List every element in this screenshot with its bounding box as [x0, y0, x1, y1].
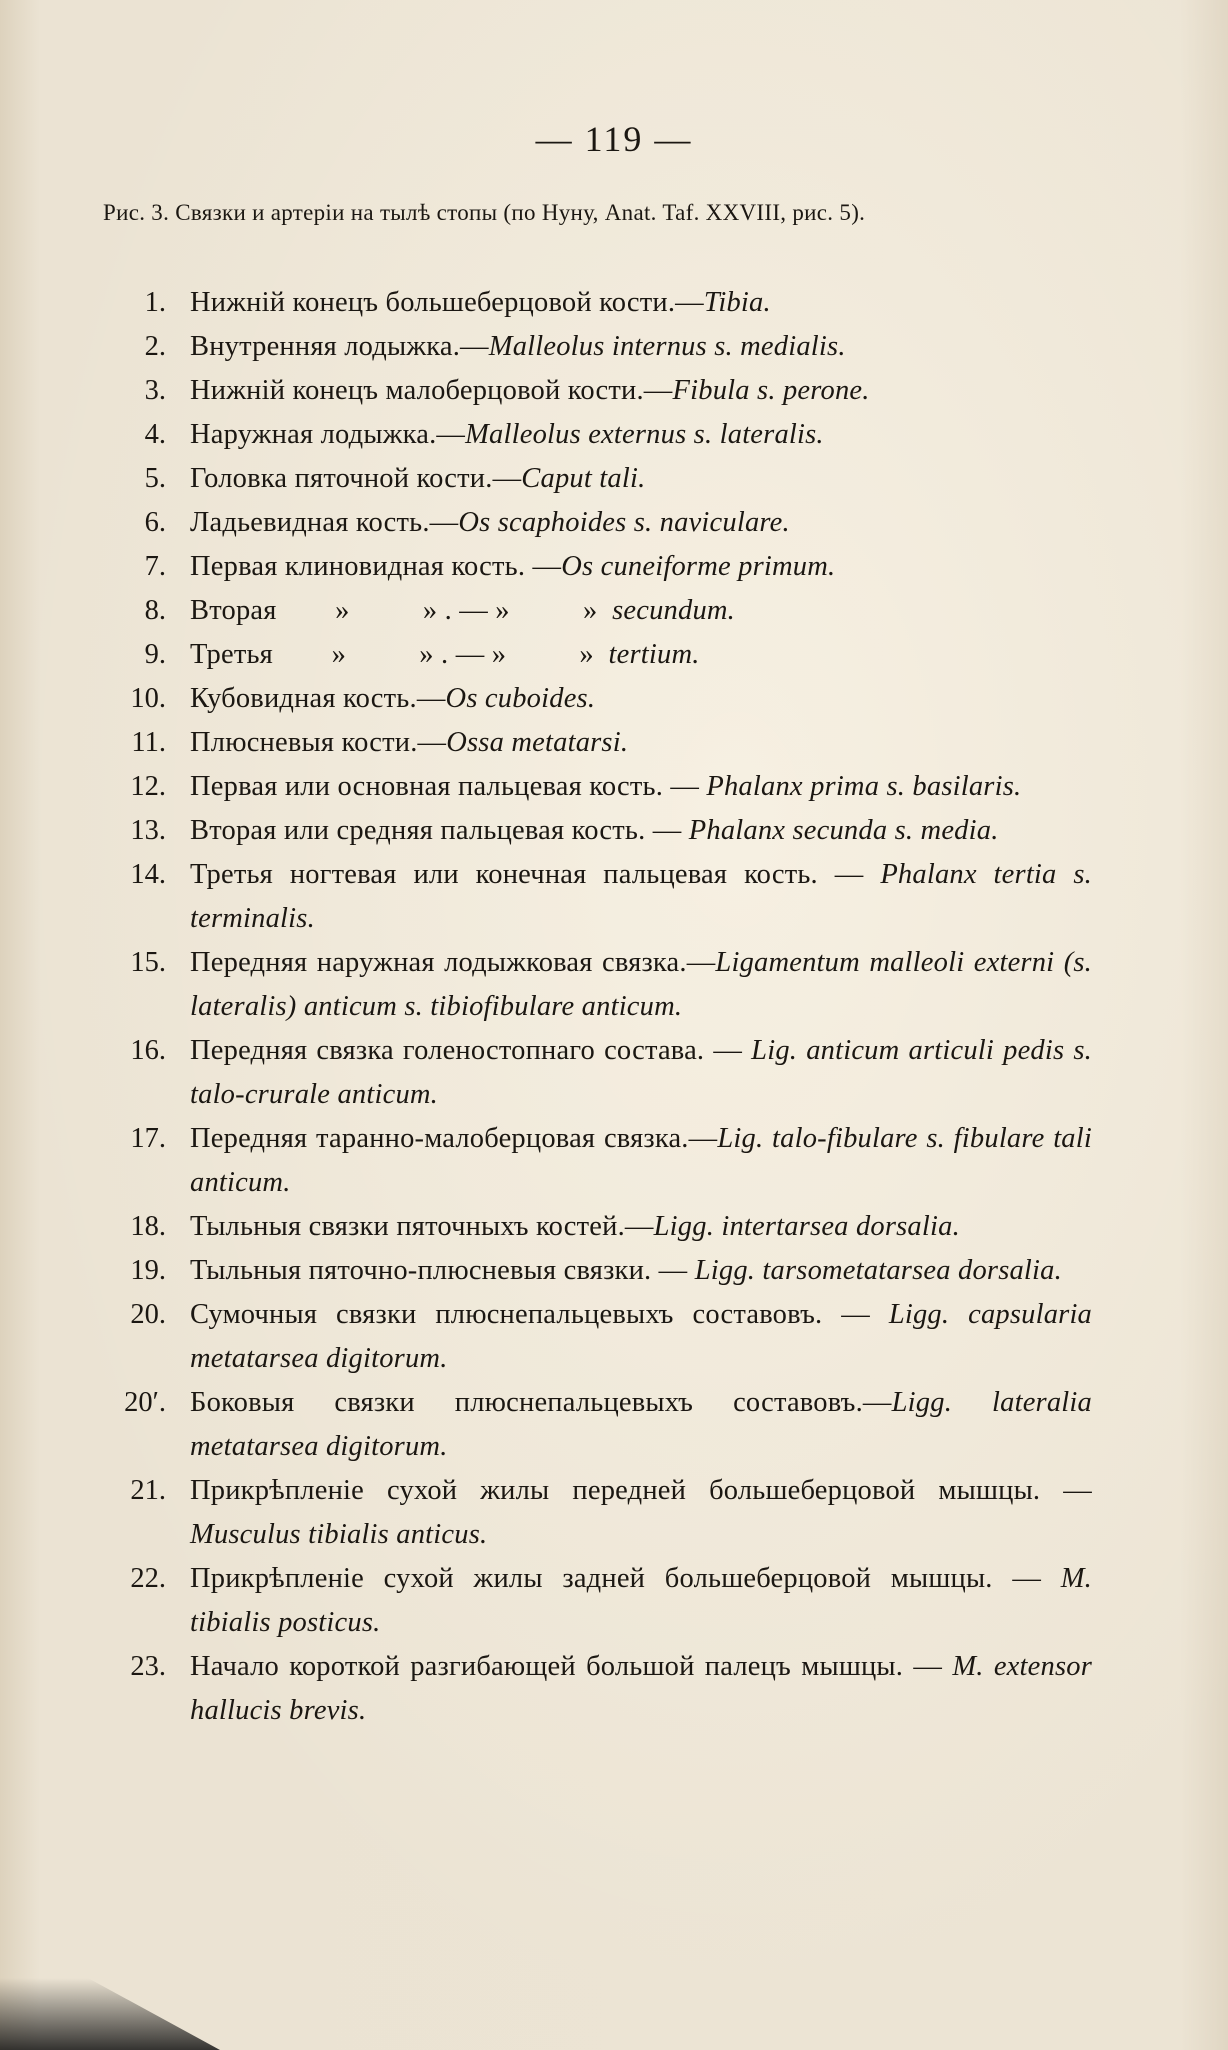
legend-entry-2: [0, 325, 1228, 369]
entry-latin: Musculus tibialis anticus.: [190, 1519, 488, 1550]
entry-latin: Tibia.: [703, 287, 771, 318]
entry-russian: Плюсневыя кости.—: [190, 727, 447, 758]
entry-number: 3.: [144, 375, 166, 406]
entry-latin: Phalanx secunda s. media.: [688, 815, 999, 846]
entry-number: 16.: [130, 1035, 166, 1066]
entry-latin: Os cuneiforme primum.: [561, 551, 836, 582]
entry-number: 14.: [130, 859, 166, 890]
entry-latin: tertium.: [608, 639, 700, 670]
entry-latin: Ligg. lateralia metatarsea digitorum.: [190, 1387, 1092, 1462]
entry-russian: Нижній конецъ малоберцовой кости.—: [190, 375, 673, 406]
legend-entry-18: [0, 1205, 1228, 1249]
entry-latin: Lig. talo-fibulare s. fibulare tali anticum.: [190, 1123, 1092, 1198]
legend-entry-20: [0, 1293, 1228, 1381]
entry-number: 9.: [144, 639, 166, 670]
entry-latin: Phalanx tertia s. terminalis.: [190, 859, 1092, 934]
legend-entry-23: [0, 1645, 1228, 1733]
entry-russian: Ладьевидная кость.—: [190, 507, 459, 538]
legend-entry-1: [0, 281, 1228, 325]
entry-latin: Os cuboides.: [445, 683, 596, 714]
legend-entry-19: [0, 1249, 1228, 1293]
legend-entry-13: [0, 809, 1228, 853]
entry-russian: Передняя таранно-малоберцовая связка.—: [190, 1123, 718, 1154]
entry-latin: secundum.: [612, 595, 736, 626]
entry-russian: Прикрѣпленіе сухой жилы передней большеберцовой мышцы. —: [190, 1475, 1092, 1506]
legend-entry-7: [0, 545, 1228, 589]
entry-russian: Вторая или средняя пальцевая кость. —: [190, 815, 689, 846]
legend-entry-11: [0, 721, 1228, 765]
entry-russian: Наружная лодыжка.—: [190, 419, 466, 450]
entry-number: 17.: [130, 1123, 166, 1154]
entry-number: 6.: [144, 507, 166, 538]
entry-number: 20′.: [124, 1387, 166, 1418]
entry-russian: Тыльныя пяточно-плюсневыя связки. —: [190, 1255, 695, 1286]
entry-russian: Третья ногтевая или конечная пальцевая кость. —: [190, 859, 881, 890]
entry-number: 21.: [130, 1475, 166, 1506]
entry-latin: Ossa metatarsi.: [446, 727, 629, 758]
entry-latin: Os scaphoides s. naviculare.: [458, 507, 790, 538]
entry-latin: Malleolus externus s. lateralis.: [465, 419, 824, 450]
entry-number: 12.: [130, 771, 166, 802]
legend-entry-8: [0, 589, 1228, 633]
entry-latin: Phalanx prima s. basilaris.: [706, 771, 1022, 802]
legend-list: [0, 281, 1228, 1733]
legend-entry-5: [0, 457, 1228, 501]
entry-russian: Передняя связка голеностопнаго состава. —: [190, 1035, 752, 1066]
legend-entry-10: [0, 677, 1228, 721]
entry-russian: Первая клиновидная кость. —: [190, 551, 562, 582]
legend-entry-3: [0, 369, 1228, 413]
entry-latin: Ligg. intertarsea dorsalia.: [653, 1211, 960, 1242]
entry-number: 5.: [144, 463, 166, 494]
figure-caption: Рис. 3. Связки и артеріи на тылѣ стопы (по Нуну, Anat. Taf. XXVIII, рис. 5).: [103, 200, 866, 225]
legend-entry-12: [0, 765, 1228, 809]
entry-russian: Тыльныя связки пяточныхъ костей.—: [190, 1211, 654, 1242]
legend-entry-14: [0, 853, 1228, 941]
entry-russian: Кубовидная кость.—: [190, 683, 446, 714]
legend-entry-20-prime: [0, 1381, 1228, 1469]
entry-number: 20.: [130, 1299, 166, 1330]
entry-latin: M. tibialis posticus.: [190, 1563, 1092, 1638]
entry-russian: Сумочныя связки плюснепальцевыхъ составовъ. —: [190, 1299, 889, 1330]
entry-russian: Первая или основная пальцевая кость. —: [190, 771, 707, 802]
legend-entry-17: [0, 1117, 1228, 1205]
entry-number: 10.: [130, 683, 166, 714]
entry-number: 15.: [130, 947, 166, 978]
legend-entry-6: [0, 501, 1228, 545]
entry-latin: Fibula s. perone.: [672, 375, 870, 406]
entry-number: 23.: [130, 1651, 166, 1682]
entry-latin: Ligamentum malleoli externi (s. lateralis) anticum s. tibiofibulare anticum.: [190, 947, 1092, 1022]
entry-russian: Боковыя связки плюснепальцевыхъ составовъ.—: [190, 1387, 892, 1418]
entry-number: 8.: [144, 595, 166, 626]
legend-entry-15: [0, 941, 1228, 1029]
entry-russian: Вторая » » . — » »: [190, 595, 598, 626]
entry-russian: Передняя наружная лодыжковая связка.—: [190, 947, 716, 978]
entry-number: 7.: [144, 551, 166, 582]
legend-entry-9: [0, 633, 1228, 677]
legend-entry-16: [0, 1029, 1228, 1117]
entry-number: 2.: [144, 331, 166, 362]
entry-russian: Нижній конецъ большеберцовой кости.—: [190, 287, 704, 318]
entry-russian: Прикрѣпленіе сухой жилы задней большеберцовой мышцы. —: [190, 1563, 1061, 1594]
page-edge-shadow: [0, 1930, 220, 2050]
entry-latin: M. extensor hallucis brevis.: [190, 1651, 1092, 1726]
entry-latin: Ligg. capsularia metatarsea digitorum.: [190, 1299, 1093, 1374]
legend-entry-22: [0, 1557, 1228, 1645]
entry-russian: Начало короткой разгибающей большой палецъ мышцы. —: [190, 1651, 953, 1682]
entry-number: 19.: [130, 1255, 166, 1286]
entry-number: 11.: [131, 727, 166, 758]
entry-latin: Lig. anticum articuli pedis s. talo-crurale anticum.: [190, 1035, 1093, 1110]
page-number: — 119 —: [535, 119, 693, 159]
legend-entry-4: [0, 413, 1228, 457]
entry-number: 22.: [130, 1563, 166, 1594]
entry-number: 4.: [144, 419, 166, 450]
entry-latin: Malleolus internus s. medialis.: [488, 331, 846, 362]
entry-number: 13.: [130, 815, 166, 846]
entry-russian: Внутренняя лодыжка.—: [190, 331, 489, 362]
entry-number: 18.: [130, 1211, 166, 1242]
entry-russian: Головка пяточной кости.—: [190, 463, 522, 494]
entry-latin: Ligg. tarsometatarsea dorsalia.: [694, 1255, 1062, 1286]
entry-number: 1.: [144, 287, 166, 318]
entry-russian: Третья » » . — » »: [190, 639, 594, 670]
legend-entry-21: [0, 1469, 1228, 1557]
entry-latin: Caput tali.: [521, 463, 646, 494]
